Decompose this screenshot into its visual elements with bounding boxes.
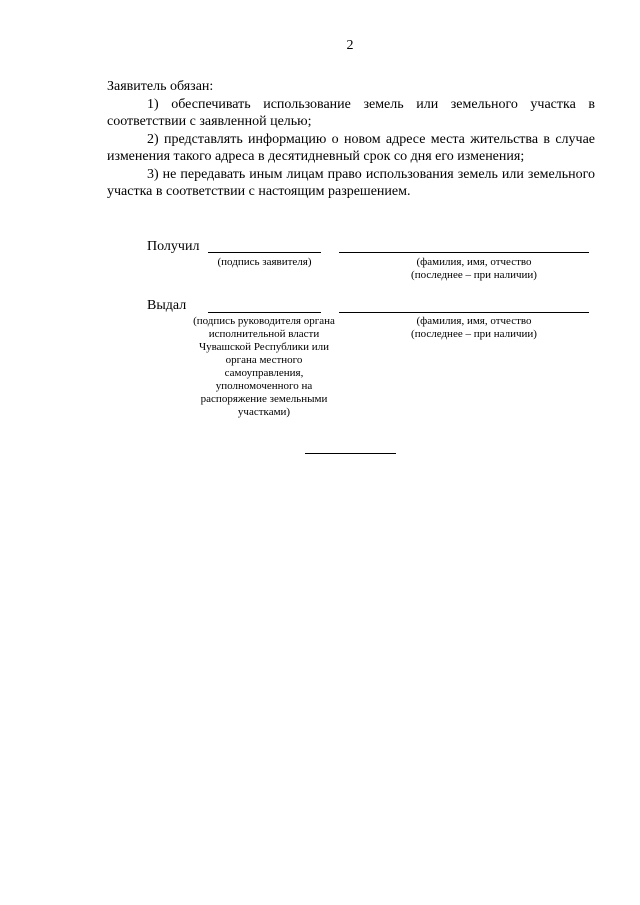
received-name-line — [339, 252, 589, 253]
issued-name-line — [339, 312, 589, 313]
issued-signature-caption: (подпись руководителя органа исполнительной власти Чувашской Республики или органа местного самоуправления, уполномоченного на распоряжение земельными участками) — [193, 315, 335, 418]
received-signature-line — [208, 252, 321, 253]
obligation-item-3: 3) не передавать иным лицам право использования земель или земельного участка в соответствии с настоящим разрешением. — [107, 166, 595, 199]
obligation-item-2: 2) представлять информацию о новом адресе места жительства в случае изменения такого адреса в десятидневный срок со дня его изменения; — [107, 131, 595, 164]
issued-name-caption: (фамилия, имя, отчество (последнее – при наличии) — [411, 315, 537, 340]
received-signature-caption: (подпись заявителя) — [217, 256, 312, 268]
obligations-section — [107, 78, 595, 201]
issued-signature-line — [208, 312, 321, 313]
obligation-item-1: 1) обеспечивать использование земель или земельного участка в соответствии с заявленной целью; — [107, 96, 595, 129]
issued-label: Выдал — [147, 298, 187, 313]
closing-divider — [305, 453, 396, 454]
obligations-intro: Заявитель обязан: — [107, 79, 214, 94]
page-number: 2 — [346, 38, 354, 53]
received-label: Получил — [147, 239, 200, 254]
received-name-caption: (фамилия, имя, отчество (последнее – при наличии) — [411, 256, 537, 281]
